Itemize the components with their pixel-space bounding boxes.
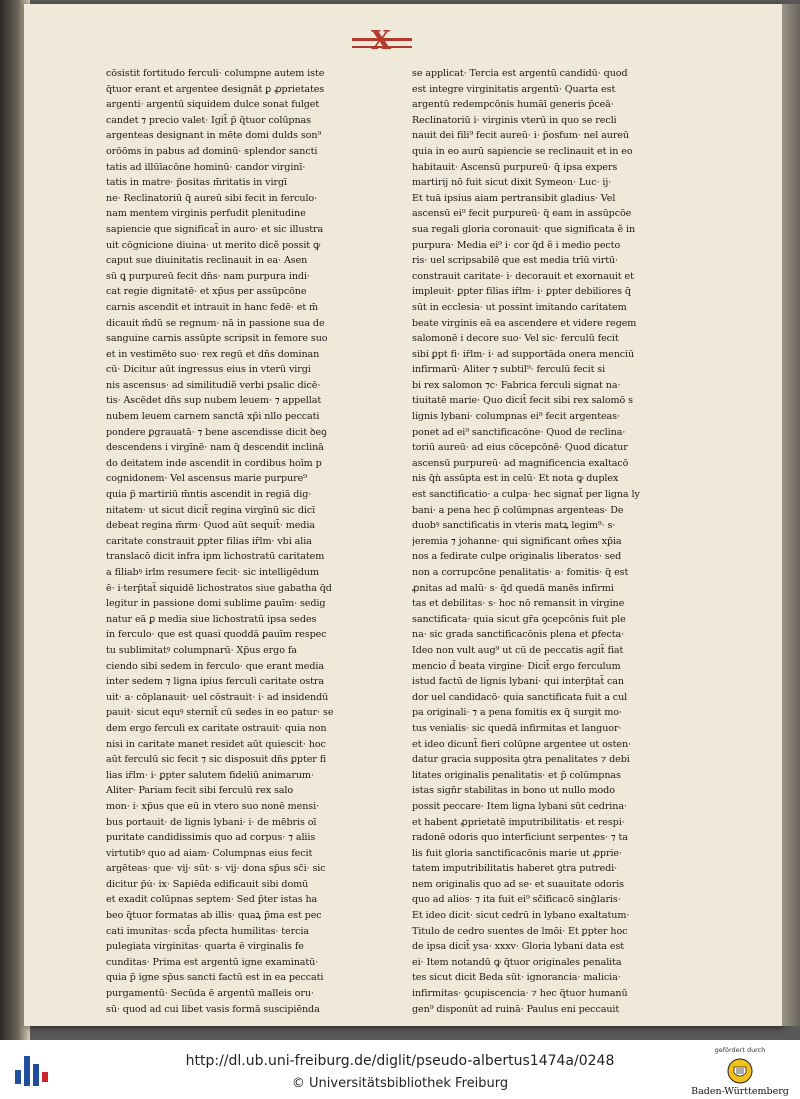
right-column-text-line: tas et debilitas· s· hoc nō remansit in virgine — [412, 598, 625, 610]
left-column-text-line: legitur in passione domi sublime ꝑauīm· sedig — [106, 598, 326, 610]
left-column-text-line: cōsistit fortitudo ferculi· columpne autem iste — [106, 68, 325, 79]
left-column-text-line: argēteas· que· vij· sūt· s· vij· dona sp̄us sc̄i· sic — [106, 863, 326, 875]
left-column-text-line: nisi in caritate manet residet aūt quiescit· hoc — [106, 738, 326, 750]
funding-credit[interactable] — [690, 1044, 790, 1098]
left-column-text-line: sū ꝗ purpureū fecit dn̄s· nam purpura indi· — [106, 270, 310, 282]
right-column-text-line: martirij nō fuit sicut dixit Symeon· Luc· ij· — [412, 177, 612, 189]
right-column-text-line: est integre virginitatis argentū· Quarta est — [412, 83, 616, 95]
text-column-left — [106, 66, 346, 1017]
left-column-text-line: q̃tuor erant et argentee designāt ꝑ ꝓprietates — [106, 83, 325, 95]
right-column-text-line: ponet ad ei⁹ sanctificacōne· Quod de reclina· — [412, 426, 626, 438]
left-column-text-line: quia p̄ igne sp̄us sancti factū est in ea peccati — [106, 972, 324, 984]
left-column-text-line: caritate constrauit ꝑpter filias ir̄lm· vbi alia — [106, 535, 312, 547]
left-column-text-line: a filiabꝰ irlm resumere fecit· sic intelligēdum — [106, 567, 319, 578]
right-column-text-line: quo ad alios· ⁊ ita fuit ei⁹ sc̄ificacō sing̃laris· — [412, 894, 621, 906]
left-column-text-line: cunditas· Prima est argentū igne examinatū· — [106, 956, 319, 968]
right-column-text-line: infirmarū· Aliter ⁊ subtil⁹· ferculū fecit si — [412, 364, 606, 376]
left-column-text-line: tu sublimitatꝰ columpnarū· Xp̃us ergo fa — [106, 644, 297, 656]
left-column-text-line: uit· a· cōplanauit· uel cōstrauit· i· ad insidendū — [106, 691, 329, 703]
left-column-text-line: candet ⁊ precio valet· Igit̃ p̃ q̃tuor colūpnas — [106, 114, 311, 126]
right-column-text-line: radonē odoris quo interficiunt serpentes· ⁊ ta — [412, 832, 628, 844]
right-column-text-line: non a corrupcōne penalitatis· a· fomitis· q̄ est — [412, 567, 629, 578]
right-column-text-line: toriū aureū· ad eius cōcepcōnē· Quod dicatur — [412, 442, 628, 454]
right-column-text-line: sanctificata· quia sicut gr̄a ꝯcepcōnis fuit ple — [412, 613, 626, 625]
right-column-text-line: de ipsa dicit̃ ysa· xxxv· Gloria lybani data est — [412, 941, 625, 953]
right-column-text-line: beate virginis eā ea ascendere et videre regem — [412, 317, 637, 329]
text-column-right — [412, 66, 652, 1017]
right-column-text-line: ꝓnitas ad malū· s· q̃d quedā manēs infirmi — [412, 582, 614, 594]
right-column-text-line: habitauit· Ascensū purpureū· q̃ ipsa expers — [412, 161, 618, 173]
right-column-text-line: lis fuit gloria sanctificacōnis marie ut ꝓprie· — [412, 847, 622, 859]
right-column-text-line: pa originali· ⁊ a pena fomitis ex q̃ surgit mo· — [412, 707, 622, 719]
left-column-text-line: dicitur p̄u̇· ix· Sapiēda edificauit sibi domū — [106, 878, 309, 890]
right-column-text-line: Reclinatoriū i· virginis vterū in quo se recli — [412, 114, 617, 126]
left-column-text-line: quia p̃ martiriū m̄ntis ascendit in regiā dig· — [106, 489, 312, 501]
left-column-text-line: in ferculo· que est quasi quoddā ꝑauīm respec — [106, 629, 327, 641]
left-column-text-line: sanguine carnis assūpte scripsit in femore suo — [106, 333, 328, 345]
right-column-text-line: tiuitatē marie· Quo dicit̄ fecit sibi rex salomō s — [412, 395, 633, 407]
left-column-text-line: nam mentem virginis perfudit plenitudine — [106, 208, 306, 220]
left-column-text-line: orōōms in pabus ad dominū· splendor sancti — [106, 145, 318, 157]
right-column-text-line: jeremia ⁊ johanne· qui significant om̄es xp̄ia — [412, 535, 622, 547]
left-column-text-line: pondere ꝑgrauatā· ⁊ bene ascendisse dicit ꝺeꝯ — [106, 426, 327, 438]
left-column-text-line: aūt ferculū sic fecit ⁊ sic disposuit dn̄s ꝑpter fi — [106, 754, 327, 766]
left-column-text-line: bus portauit· de lignis lybani· i· de mēbris oī — [106, 816, 317, 828]
right-column-text-line: possit peccare· Item ligna lybani sūt cedrina· — [412, 800, 627, 812]
right-column-text-line: argentū redempcōnis humāī generis p̄ceā· — [412, 99, 614, 111]
left-column-text-line: uit cōgnicione diuina· ut merito dicẽ possit ꝙ — [106, 239, 321, 251]
right-column-text-line: est sanctificatio· a culpa· hec signat̃ per ligna ly — [412, 489, 640, 501]
left-column-text-line: nis ascensus· ad similitudiẽ verbi psalic dicē· — [106, 379, 321, 391]
right-column-text-line: sūt in ecclesia· ut possint imitando caritatem — [412, 301, 627, 313]
right-column-text-line: Et tuā ipsius aiam pertransibit gladius· Vel — [412, 192, 616, 204]
left-column-text-line: ciendo sibi sedem in ferculo· que erant media — [106, 660, 325, 672]
left-column-text-line: nitatem· ut sicut dicit̃ regina virgīnū sic dicī — [106, 504, 316, 516]
right-column-text-line: nis q̃ǹ assūpta est in celū· Et nota ꝙ duplex — [412, 473, 619, 485]
right-column-text-line: Ideo non vult aug⁹ ut cū de peccatis agit̃ fiat — [412, 644, 624, 656]
right-column-text-line: lignis lybani· columpnas ei⁹ fecit argenteas· — [412, 411, 620, 423]
left-column-text-line: tis· Ascēdet dn̄s sup nubem leuem· ⁊ appellat — [106, 395, 322, 407]
left-column-text-line: pauit· sicut equꝰ sternit̃ cū sedes in eo patur· se — [106, 707, 334, 719]
left-column-text-line: dicauit m̄dū se regnum· nā in passione sua de — [106, 317, 325, 329]
right-column-text-line: ascensū purpureū· ad magnificencia exaltacō — [412, 457, 629, 469]
right-column-text-line: ascensū ei⁹ fecit purpureū· q̃ eam in assūpcōe — [412, 208, 632, 220]
right-column-text-line: et ideo dicunt̃ fieri colūpne argentee ut osten· — [412, 738, 631, 750]
funding-label: gefördert durch — [714, 1046, 766, 1054]
left-column-text-line: argenteas designant in mēte domi dulds son⁹ — [106, 130, 322, 142]
right-column-text-line: istas sign̄r stabilitas in bono ut nullo modo — [412, 785, 615, 797]
left-column-text-line: nubem leuem carnem sanctā xp̄i nllo peccati — [106, 411, 320, 423]
right-column-text-line: mencio d̄ beata virgine· Dicit̃ ergo ferculum — [412, 660, 621, 672]
right-column-text-line: ris· uel scripsabilē que est media trīū virtū· — [412, 255, 618, 267]
left-column-text-line: ē· i·terp̃tat̃ siquidē lichostratos siue gabatha q̄d — [106, 582, 332, 594]
copyright-notice: © Universitätsbibliothek Freiburg — [291, 1076, 509, 1091]
right-column-text-line: quia in eo aurū sapiencie se reclinauit et in eo — [412, 145, 633, 157]
left-column-text-line: do deitatem inde ascendit in cordibus hoīm p — [106, 457, 322, 469]
left-column-text-line: et in vestimēto suo· rex regū et dn̄s dominan — [106, 348, 320, 360]
left-column-text-line: cognidonem· Vel ascensus marie purpure⁹ — [106, 473, 307, 485]
right-column-text-line: tes sicut dicit Beda sūt· ignorancia· malicia· — [412, 972, 621, 984]
right-column-text-line: purpura· Media ei⁹ i· cor q̃d ẽ i medio pecto — [412, 239, 621, 251]
left-column-text-line: sū· quod ad cui libet vasis formā suscipiēnda — [106, 1003, 320, 1015]
left-column-text-line: descendens i virgīnē· nam q̃ descendit inclinā — [106, 442, 324, 454]
right-column-text-line: impleuit· ꝑpter filias ir̄lm· i· ꝑpter debiliores q̃ — [412, 286, 631, 298]
right-column-text-line: tus venialis· sic quedā infirmitas et languor· — [412, 722, 622, 734]
right-column-text-line: na· sic grada sanctificacōnis plena et ꝑfecta· — [412, 629, 625, 641]
left-column-text-line: mon· i· xp̃us que eū in vtero suo nonē mensi· — [106, 800, 320, 812]
left-column-text-line: pulegiata virginitas· quarta ē virginalis fe — [106, 941, 304, 953]
right-column-text-line: dor uel candidacō· quia sanctificata fuit a cul — [412, 691, 628, 703]
left-column-text-line: debeat regina m̄rm· Quod aūt sequit̃· media — [106, 520, 315, 532]
funding-name: Baden-Württemberg — [691, 1086, 789, 1097]
right-column-text-line: se applicat· Tercia est argentū candidū· quod — [412, 68, 628, 79]
left-column-text-line: et exadit colūpnas septem· Sed p̄ter istas ha — [106, 894, 318, 906]
right-column-text-line: duobꝰ sanctificatis in vteris matꝝ legim⁹· s· — [412, 520, 616, 532]
right-column-text-line: Titulo de cedro suentes de lmōi· Et ꝑpter hoc — [412, 925, 628, 937]
left-column-text-line: cū· Dicitur aūt ingressus eius in vterū virgi — [106, 364, 311, 376]
right-column-text-line: istud factū de lignis lybani· qui interp̄tat̃ can — [412, 676, 625, 688]
right-column-text-line: litates originalis penalitatis· et p̄ colūmpnas — [412, 769, 621, 781]
left-column-text-line: inter sedem ⁊ ligna ipius ferculi caritate ostra — [106, 676, 324, 688]
right-column-text-line: salomonē i decore suo· Vel sic· ferculū fecit — [412, 333, 619, 345]
right-column-text-line: nem originalis quo ad se· et suauitate odoris — [412, 878, 624, 890]
left-column-text-line: caput sue diuinitatis reclinauit in ea· Asen — [106, 255, 308, 267]
right-column-text-line: tatem imputribilitatis haberet ꝯtra putredi· — [412, 863, 618, 875]
page-url-link[interactable]: http://dl.ub.uni-freiburg.de/diglit/pseudo-albertus1474a/0248 — [185, 1053, 615, 1069]
right-column-text-line: infirmitas· ꝯcupiscencia· ⁊ hec q̃tuor humanū — [412, 988, 628, 1000]
page-edge — [782, 4, 800, 1026]
left-column-text-line: carnis ascendit et intrauit in hanc fedē· et m̄ — [106, 301, 319, 313]
left-column-text-line: argenti· argentū siquidem dulce sonat fulget — [106, 99, 320, 111]
left-column-text-line: natur eā ꝑ media siue lichostratū ipsa sedes — [106, 613, 317, 625]
right-column-text-line: Et ideo dicit· sicut cedrū in lybano exaltatum· — [412, 910, 630, 922]
left-column-text-line: tatis in matre· p̃ositas m̄ritatis in virgī — [106, 177, 287, 189]
right-column-text-line: bani· a pena hec p̄ colūmpnas argenteas· De — [412, 504, 624, 516]
left-column-text-line: translacō dicit infra ipm lichostratū caritatem — [106, 551, 325, 563]
right-column-text-line: gen⁹ disponūt ad ruinā· Paulus eni peccauit — [412, 1003, 620, 1015]
left-column-text-line: ne· Reclinatoriū q̃ aureū sibi fecit in ferculo· — [106, 192, 318, 204]
folio-number: X — [370, 26, 394, 56]
left-column-text-line: purgamentū· Secūda ē argentū malleis oru· — [106, 988, 314, 1000]
right-column-text-line: bi rex salomon ⁊c· Fabrica ferculi signat na· — [412, 379, 621, 391]
left-column-text-line: cat regie dignitatē· et xp̃us per assūpcōne — [106, 286, 307, 298]
right-column-text-line: sibi ꝑpt fi· ir̄lm· i· ad supportāda onera menciū — [412, 348, 635, 360]
left-column-text-line: beo q̃tuor formatas ab illis· quaꝝ p̄ma est pec — [106, 910, 322, 922]
left-column-text-line: lias ir̄lm· i· ꝑpter salutem fideliū animarum· — [106, 769, 314, 781]
right-column-text-line: constrauit caritate· i· decorauit et exornauit et — [412, 270, 634, 282]
right-column-text-line: sua regali gloria coronauit· que significata ẽ in — [412, 223, 636, 235]
left-column-text-line: virtutibꝰ quo ad aiam· Columpnas eius fecit — [106, 847, 313, 859]
left-column-text-line: tatis ad illūīacōne hominū· candor virginī· — [106, 161, 306, 173]
right-column-text-line: nauit dei fili⁹ fecit aureū· i· p̃osfum· nel aureū — [412, 130, 630, 142]
right-column-text-line: et habent ꝓprietatē imputribilitatis· et respi· — [412, 816, 625, 828]
right-column-text-line: datur gracia supposita ꝯtra penalitates ⁊ debi — [412, 754, 630, 766]
left-column-text-line: sapiencie que significat̃ in auro· et sic illustra — [106, 223, 324, 235]
baden-wuerttemberg-seal-icon — [727, 1058, 753, 1084]
right-column-text-line: nos a fedirate culpe originalis liberatos· sed — [412, 551, 622, 563]
left-column-text-line: puritate candidissimis quo ad corpus· ⁊ aliis — [106, 832, 316, 844]
left-column-text-line: Aliter· Pariam fecit sibi ferculū rex salo — [106, 785, 294, 797]
left-column-text-line: cati imunitas· scd̄a pfecta humilitas· tercia — [106, 925, 309, 937]
left-column-text-line: dem ergo ferculi ex caritate ostrauit· quia non — [106, 722, 327, 734]
right-column-text-line: ei· Item notandū ꝙ q̃tuor originales penalita — [412, 956, 622, 968]
